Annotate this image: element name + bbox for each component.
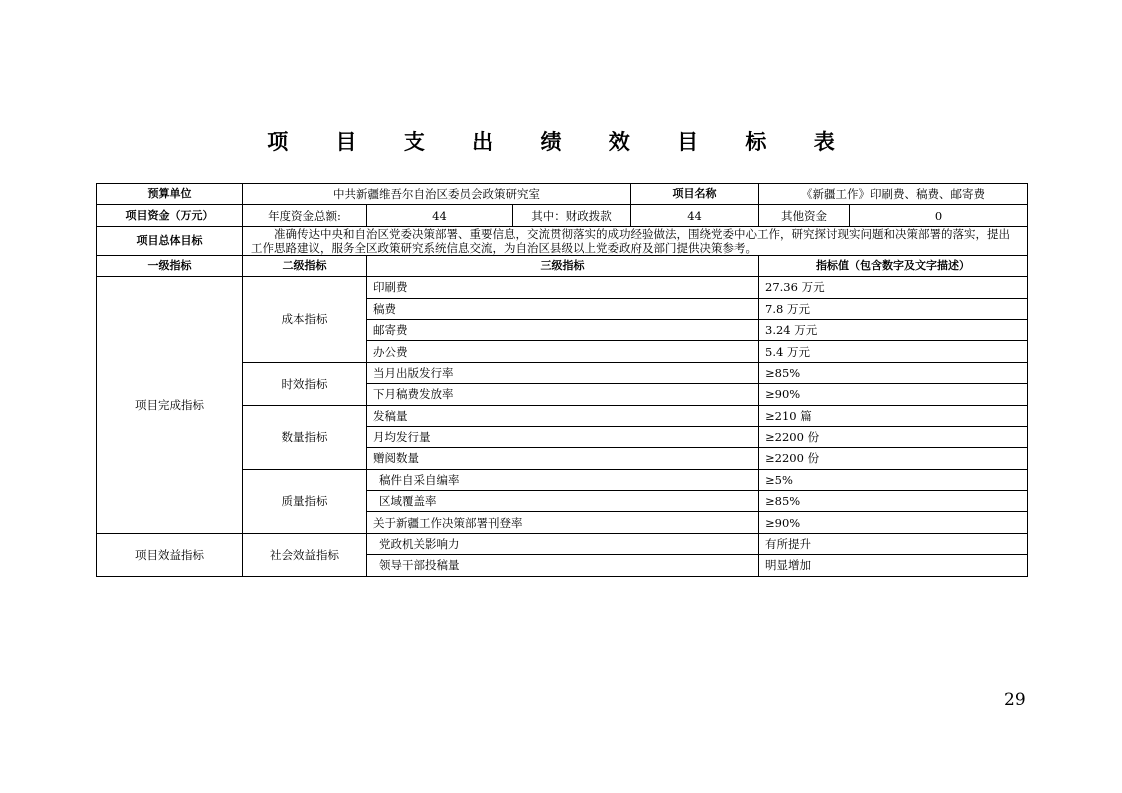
level3-cell: 稿件自采自编率 (367, 469, 759, 490)
value-cell: 有所提升 (759, 533, 1028, 554)
col-level1: 一级指标 (97, 255, 243, 276)
level2-quality: 质量指标 (243, 469, 367, 533)
value-cell: ≥2200 份 (759, 448, 1028, 469)
value-cell: ≥85% (759, 362, 1028, 383)
level3-cell: 区域覆盖率 (367, 491, 759, 512)
level3-cell: 下月稿费发放率 (367, 384, 759, 405)
table-row (97, 277, 1028, 298)
col-level2: 二级指标 (243, 255, 367, 276)
funds-label: 项目资金（万元） (97, 205, 243, 226)
level3-cell: 月均发行量 (367, 426, 759, 447)
header-row-goal (97, 226, 1028, 255)
group-benefit: 项目效益指标 (97, 533, 243, 576)
annual-total-label: 年度资金总额: (243, 205, 367, 226)
page-number: 29 (1004, 690, 1026, 710)
fiscal-value: 44 (631, 205, 759, 226)
table-row (97, 533, 1028, 554)
level3-cell: 稿费 (367, 298, 759, 319)
page-title: 项 目 支 出 绩 效 目 标 表 (267, 130, 855, 154)
value-cell: ≥85% (759, 491, 1028, 512)
level3-cell: 发稿量 (367, 405, 759, 426)
header-row-funds (97, 205, 1028, 226)
level3-cell: 关于新疆工作决策部署刊登率 (367, 512, 759, 533)
header-row-unit (97, 184, 1028, 205)
level3-cell: 邮寄费 (367, 319, 759, 340)
level2-timeliness: 时效指标 (243, 362, 367, 405)
value-cell: ≥210 篇 (759, 405, 1028, 426)
col-value: 指标值（包含数字及文字描述） (759, 255, 1028, 276)
budget-unit-value: 中共新疆维吾尔自治区委员会政策研究室 (243, 184, 631, 205)
value-cell: ≥2200 份 (759, 426, 1028, 447)
goal-label: 项目总体目标 (97, 226, 243, 255)
value-cell: ≥90% (759, 384, 1028, 405)
other-funds-label: 其他资金 (759, 205, 850, 226)
level3-cell: 办公费 (367, 341, 759, 362)
fiscal-label: 其中：财政拨款 (513, 205, 631, 226)
value-cell: ≥5% (759, 469, 1028, 490)
value-cell: 3.24 万元 (759, 319, 1028, 340)
level3-cell: 当月出版发行率 (367, 362, 759, 383)
performance-target-table (96, 183, 1028, 577)
budget-unit-label: 预算单位 (97, 184, 243, 205)
value-cell: 明显增加 (759, 555, 1028, 576)
annual-total-value: 44 (367, 205, 513, 226)
group-completion: 项目完成指标 (97, 277, 243, 534)
level2-social-benefit: 社会效益指标 (243, 533, 367, 576)
value-cell: 27.36 万元 (759, 277, 1028, 298)
value-cell: 7.8 万元 (759, 298, 1028, 319)
level3-cell: 领导干部投稿量 (367, 555, 759, 576)
goal-text: 准确传达中央和自治区党委决策部署、重要信息，交流贯彻落实的成功经验做法，围绕党委中心工作，研究探讨现实问题和决策部署的落实，提出工作思路建议，服务全区政策研究系统信息交流，为自治区县级以上党委政府及部门提供决策参考。 (243, 226, 1028, 255)
level3-cell: 赠阅数量 (367, 448, 759, 469)
project-name-label: 项目名称 (631, 184, 759, 205)
col-level3: 三级指标 (367, 255, 759, 276)
level2-quantity: 数量指标 (243, 405, 367, 469)
column-header-row (97, 255, 1028, 276)
level3-cell: 印刷费 (367, 277, 759, 298)
level2-cost: 成本指标 (243, 277, 367, 363)
value-cell: ≥90% (759, 512, 1028, 533)
level3-cell: 党政机关影响力 (367, 533, 759, 554)
value-cell: 5.4 万元 (759, 341, 1028, 362)
other-funds-value: 0 (850, 205, 1028, 226)
project-name-value: 《新疆工作》印刷费、稿费、邮寄费 (759, 184, 1028, 205)
